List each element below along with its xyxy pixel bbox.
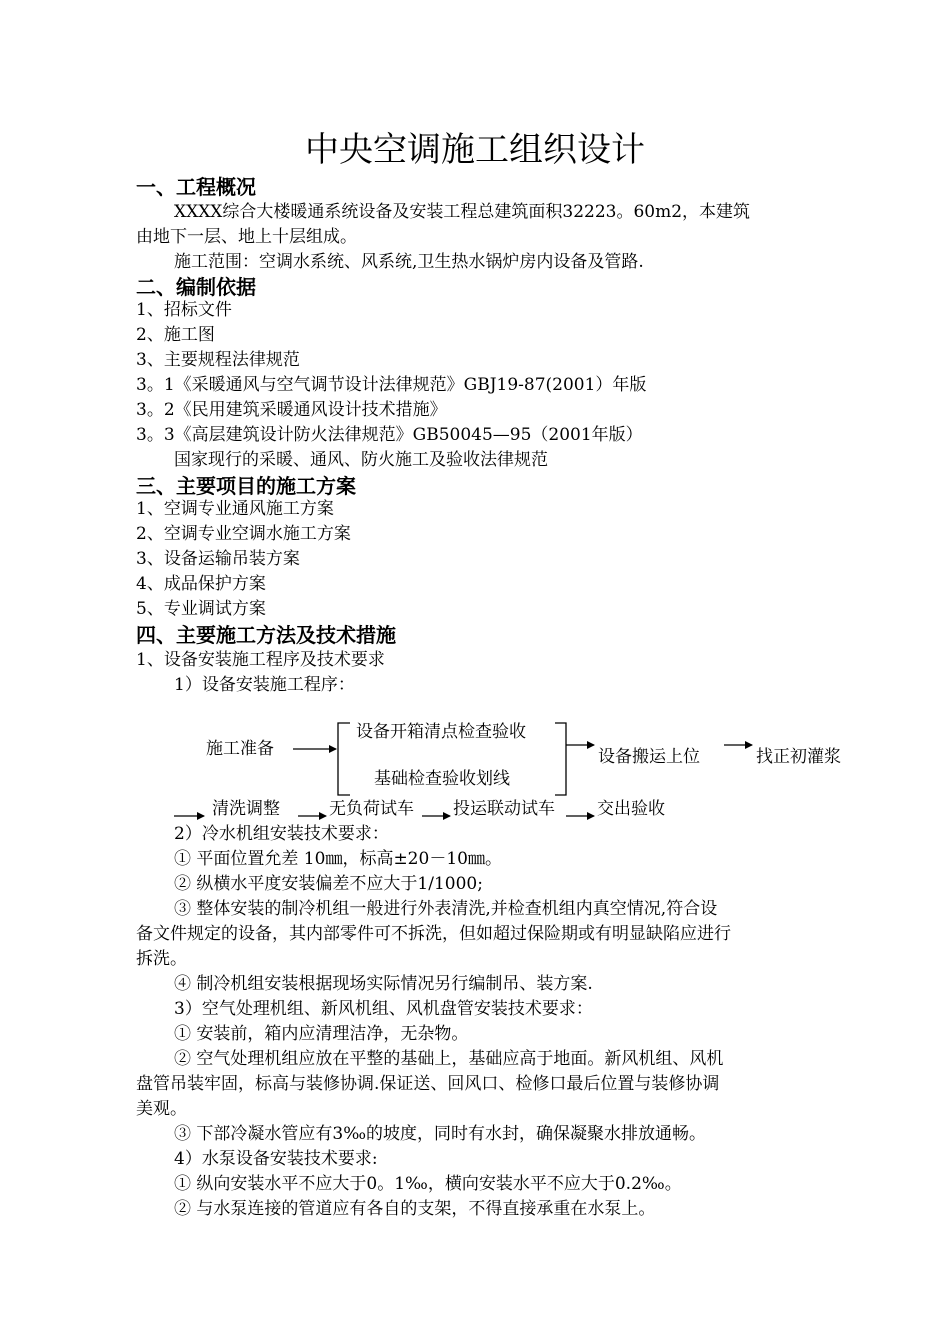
list-item: 2、空调专业空调水施工方案	[136, 524, 351, 544]
subheading: 1）设备安装施工程序：	[174, 675, 355, 695]
list-item: 3。3《高层建筑设计防火法律规范》GB50045—95（2001年版）	[136, 425, 643, 445]
section-heading-basis: 二、编制依据	[136, 275, 256, 299]
flow-step-foundation: 基础检查验收划线	[374, 769, 510, 789]
flow-step-handover: 交出验收	[597, 799, 665, 819]
requirement-item: ① 安装前，箱内应清理洁净，无杂物。	[174, 1024, 469, 1044]
flow-step-align: 找正初灌浆	[756, 747, 841, 767]
list-item: 国家现行的采暖、通风、防火施工及验收法律规范	[174, 450, 548, 470]
list-item: 1、空调专业通风施工方案	[136, 499, 334, 519]
subheading: 1、设备安装施工程序及技术要求	[136, 650, 385, 670]
flow-bracket-right	[555, 723, 566, 795]
list-item: 4、成品保护方案	[136, 574, 266, 594]
list-item: 1、招标文件	[136, 300, 232, 320]
flow-step-prep: 施工准备	[206, 739, 274, 759]
requirement-item: ② 纵横水平度安装偏差不应大于1/1000;	[174, 874, 483, 894]
requirement-item: ② 与水泵连接的管道应有各自的支架，不得直接承重在水泵上。	[174, 1199, 656, 1219]
list-item: 3。2《民用建筑采暖通风设计技术措施》	[136, 400, 447, 420]
requirement-item: ① 平面位置允差 10㎜，标高±20－10㎜。	[174, 849, 502, 869]
list-item: 5、专业调试方案	[136, 599, 266, 619]
requirement-item: ① 纵向安装水平不应大于0。1‰，横向安装水平不应大于0.2‰。	[174, 1174, 682, 1194]
flow-step-unpack: 设备开箱清点检查验收	[356, 722, 526, 742]
list-item: 3。1《采暖通风与空气调节设计法律规范》GBJ19-87(2001）年版	[136, 375, 647, 395]
requirement-item: ③ 整体安装的制冷机组一般进行外表清洗,并检查机组内真空情况,符合设	[174, 899, 718, 919]
flow-bracket-left	[338, 723, 350, 795]
list-item: 3、设备运输吊装方案	[136, 549, 300, 569]
paragraph-line: XXXX综合大楼暖通系统设备及安装工程总建筑面积32223。60m2，本建筑	[174, 202, 751, 222]
requirement-item: ③ 下部冷凝水管应有3‰的坡度，同时有水封，确保凝聚水排放通畅。	[174, 1124, 707, 1144]
flow-step-linked: 投运联动试车	[453, 799, 555, 819]
requirement-item-cont: 美观。	[136, 1099, 187, 1119]
subheading: 4）水泵设备安装技术要求:	[174, 1149, 378, 1169]
flow-step-clean: 清洗调整	[212, 799, 280, 819]
paragraph-line: 施工范围：空调水系统、风系统,卫生热水锅炉房内设备及管路.	[174, 252, 644, 272]
flow-step-noload: 无负荷试车	[329, 799, 414, 819]
requirement-item: ② 空气处理机组应放在平整的基础上，基础应高于地面。新风机组、风机	[174, 1049, 724, 1069]
list-item: 3、主要规程法律规范	[136, 350, 300, 370]
section-heading-plans: 三、主要项目的施工方案	[136, 474, 356, 498]
requirement-item-cont: 拆洗。	[136, 949, 187, 969]
flow-step-move: 设备搬运上位	[598, 747, 700, 767]
requirement-item: ④ 制冷机组安装根据现场实际情况另行编制吊、装方案.	[174, 974, 593, 994]
paragraph-line: 由地下一层、地上十层组成。	[136, 227, 357, 247]
subheading: 2）冷水机组安装技术要求：	[174, 824, 389, 844]
subheading: 3）空气处理机组、新风机组、风机盘管安装技术要求：	[174, 999, 593, 1019]
document-title: 中央空调施工组织设计	[305, 130, 645, 170]
list-item: 2、施工图	[136, 325, 215, 345]
section-heading-overview: 一、工程概况	[136, 175, 256, 199]
requirement-item-cont: 备文件规定的设备，其内部零件可不拆洗，但如超过保险期或有明显缺陷应进行	[136, 924, 731, 944]
section-heading-methods: 四、主要施工方法及技术措施	[136, 623, 396, 647]
requirement-item-cont: 盘管吊装牢固，标高与装修协调.保证送、回风口、检修口最后位置与装修协调	[136, 1074, 720, 1094]
